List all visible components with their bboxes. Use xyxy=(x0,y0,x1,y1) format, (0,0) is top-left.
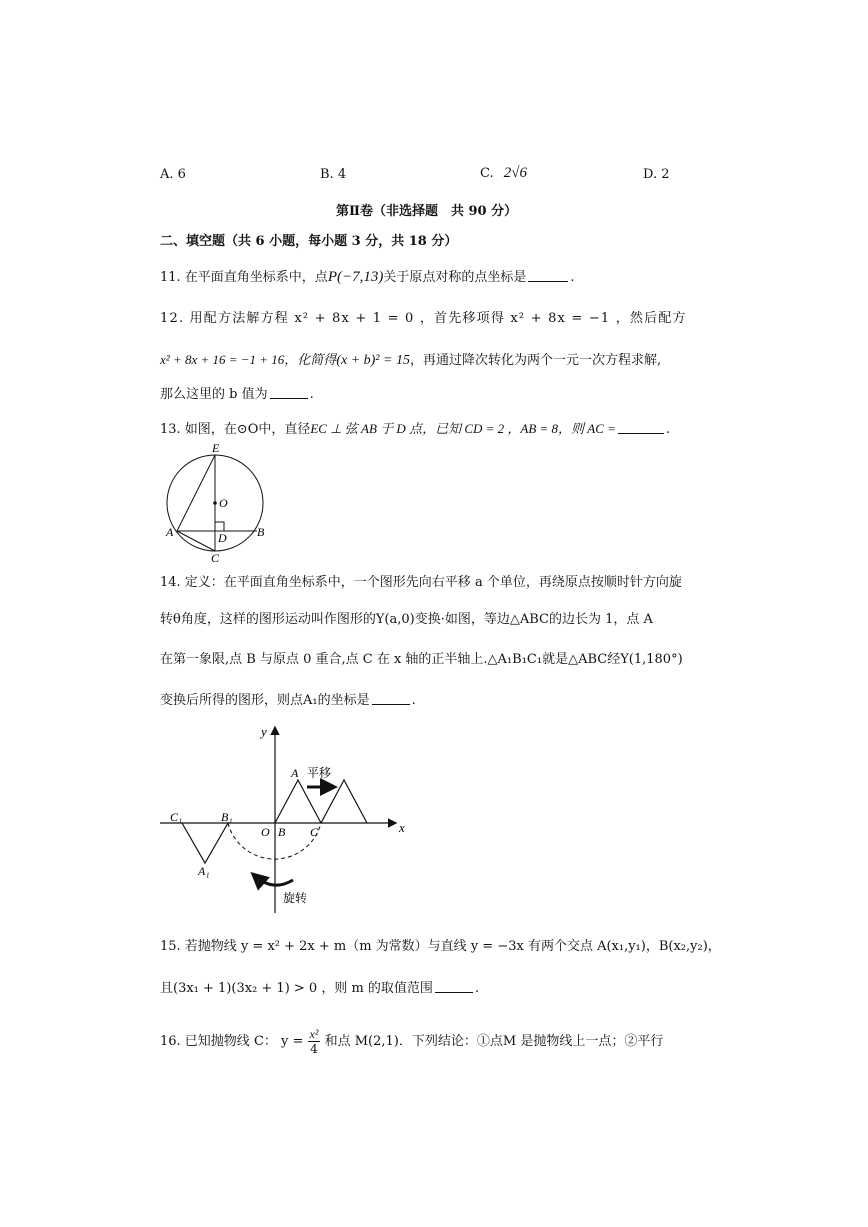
q11-prefix: 11. 在平面直角坐标系中，点 xyxy=(160,270,328,285)
label-rotate: 旋转 xyxy=(283,891,308,905)
q12-line2 xyxy=(160,351,661,370)
segment-ae xyxy=(177,455,215,531)
rotate-arrow xyxy=(255,876,293,885)
label-e: E xyxy=(212,441,220,455)
label-a1: A₁ xyxy=(198,864,210,878)
triangle-a1b1c1 xyxy=(182,823,228,863)
label-c: C xyxy=(211,551,220,565)
part-title: 二、填空题（共 6 小题，每小题 3 分，共 18 分） xyxy=(160,234,458,249)
option-c-value: 2√6 xyxy=(503,165,527,181)
question-13: 13. 如图，在⊙O中，直径EC ⊥ 弦 AB 于 D 点，已知 CD = 2 ，AB = 8，则 AC = . xyxy=(160,421,671,437)
option-c-label: C. xyxy=(480,166,494,181)
q14-line2: 转θ角度，这样的图形运动叫作图形的Y(a,0)变换·如图，等边△ABC的边长为 1，点 A xyxy=(160,612,653,627)
q15-line1: 15. 若抛物线 y = x² + 2x + m（m 为常数）与直线 y = −3x 有两个交点 A(x₁,y₁)，B(x₂,y₂)， xyxy=(160,939,721,954)
q12-line2-c: ，再通过降次转化为两个一元一次方程求解, xyxy=(409,353,662,368)
q15-answer-blank[interactable] xyxy=(435,980,473,993)
option-a: A. 6 xyxy=(160,167,186,182)
q12-answer-blank[interactable] xyxy=(270,386,308,399)
q16-frac-num: x² xyxy=(309,1027,319,1041)
y-axis-label: y xyxy=(261,724,267,739)
segment-ac xyxy=(177,531,215,551)
q15-line2: 且(3x₁ + 1)(3x₂ + 1) > 0 ，则 m 的取值范围 . xyxy=(160,981,480,996)
q16-frac-den: 4 xyxy=(310,1042,318,1056)
q13-text-a: 13. 如图，在⊙O中，直径 xyxy=(160,422,311,437)
q13-answer-blank[interactable] xyxy=(618,421,664,434)
q11-point: P(−7,13) xyxy=(327,269,384,285)
right-angle-mark xyxy=(215,522,224,531)
q14-line1: 14. 定义：在平面直角坐标系中，一个图形先向右平移 a 个单位，再绕原点按顺时针方向旋 xyxy=(160,575,682,590)
label-c: C xyxy=(310,825,319,839)
q16-prefix: 16. 已知抛物线 C： y = xyxy=(160,1034,304,1049)
q13-text-b: EC ⊥ 弦 AB 于 D 点，已知 CD = 2 ，AB = 8，则 AC = xyxy=(310,421,616,436)
q14-line3: 在第一象限,点 B 与原点 0 重合,点 C 在 x 轴的正半轴上.△A₁B₁C₁就是△ABC经Y(1,180°) xyxy=(160,652,683,667)
q16-suffix: 和点 M(2,1)．下列结论：①点M 是抛物线上一点；②平行 xyxy=(324,1034,664,1049)
q16-fraction xyxy=(308,1027,321,1056)
label-c1: C₁ xyxy=(170,810,183,824)
q11-answer-blank[interactable] xyxy=(528,269,568,282)
q12-line3-text: 那么这里的 b 值为 xyxy=(160,387,268,402)
label-b: B xyxy=(278,825,286,839)
q12-line3: 那么这里的 b 值为 . xyxy=(160,387,314,402)
label-o: O xyxy=(261,825,270,839)
label-b: B xyxy=(257,525,265,539)
q14-answer-blank[interactable] xyxy=(372,692,410,705)
option-c xyxy=(480,164,527,183)
center-dot xyxy=(213,501,217,505)
label-o: O xyxy=(219,496,228,510)
question-11: 11. 在平面直角坐标系中，点P(−7,13)关于原点对称的点坐标是 . xyxy=(160,269,575,285)
question-16 xyxy=(160,1022,663,1062)
q12-line1: 12. 用配方法解方程 x² + 8x + 1 = 0 ，首先移项得 x² + 8x = −1 ，然后配方 xyxy=(160,311,687,326)
q14-line4: 变换后所得的图形，则点A₁的坐标是 . xyxy=(160,693,416,708)
x-axis-label: x xyxy=(399,820,405,835)
option-b: B. 4 xyxy=(320,167,347,182)
label-a: A xyxy=(291,766,299,780)
figure-13-circle xyxy=(160,440,280,565)
label-b1: B₁ xyxy=(221,810,233,824)
label-translate: 平移 xyxy=(307,766,332,780)
label-a: A xyxy=(166,525,174,539)
label-d: D xyxy=(218,531,227,545)
q11-suffix: 关于原点对称的点坐标是 xyxy=(383,270,527,285)
q14-line4-text: 变换后所得的图形，则点A₁的坐标是 xyxy=(160,693,370,708)
q15-line2-text: 且(3x₁ + 1)(3x₂ + 1) > 0 ，则 m 的取值范围 xyxy=(160,981,433,996)
option-d: D. 2 xyxy=(643,167,670,182)
q12-line2-a: x² + 8x + 16 = −1 + 16，化简得 xyxy=(160,352,337,367)
q12-line2-b: (x + b)² = 15 xyxy=(336,353,410,368)
section-title: 第Ⅱ卷（非选择题 共 90 分） xyxy=(336,204,518,219)
figure-14-transform xyxy=(155,720,420,920)
